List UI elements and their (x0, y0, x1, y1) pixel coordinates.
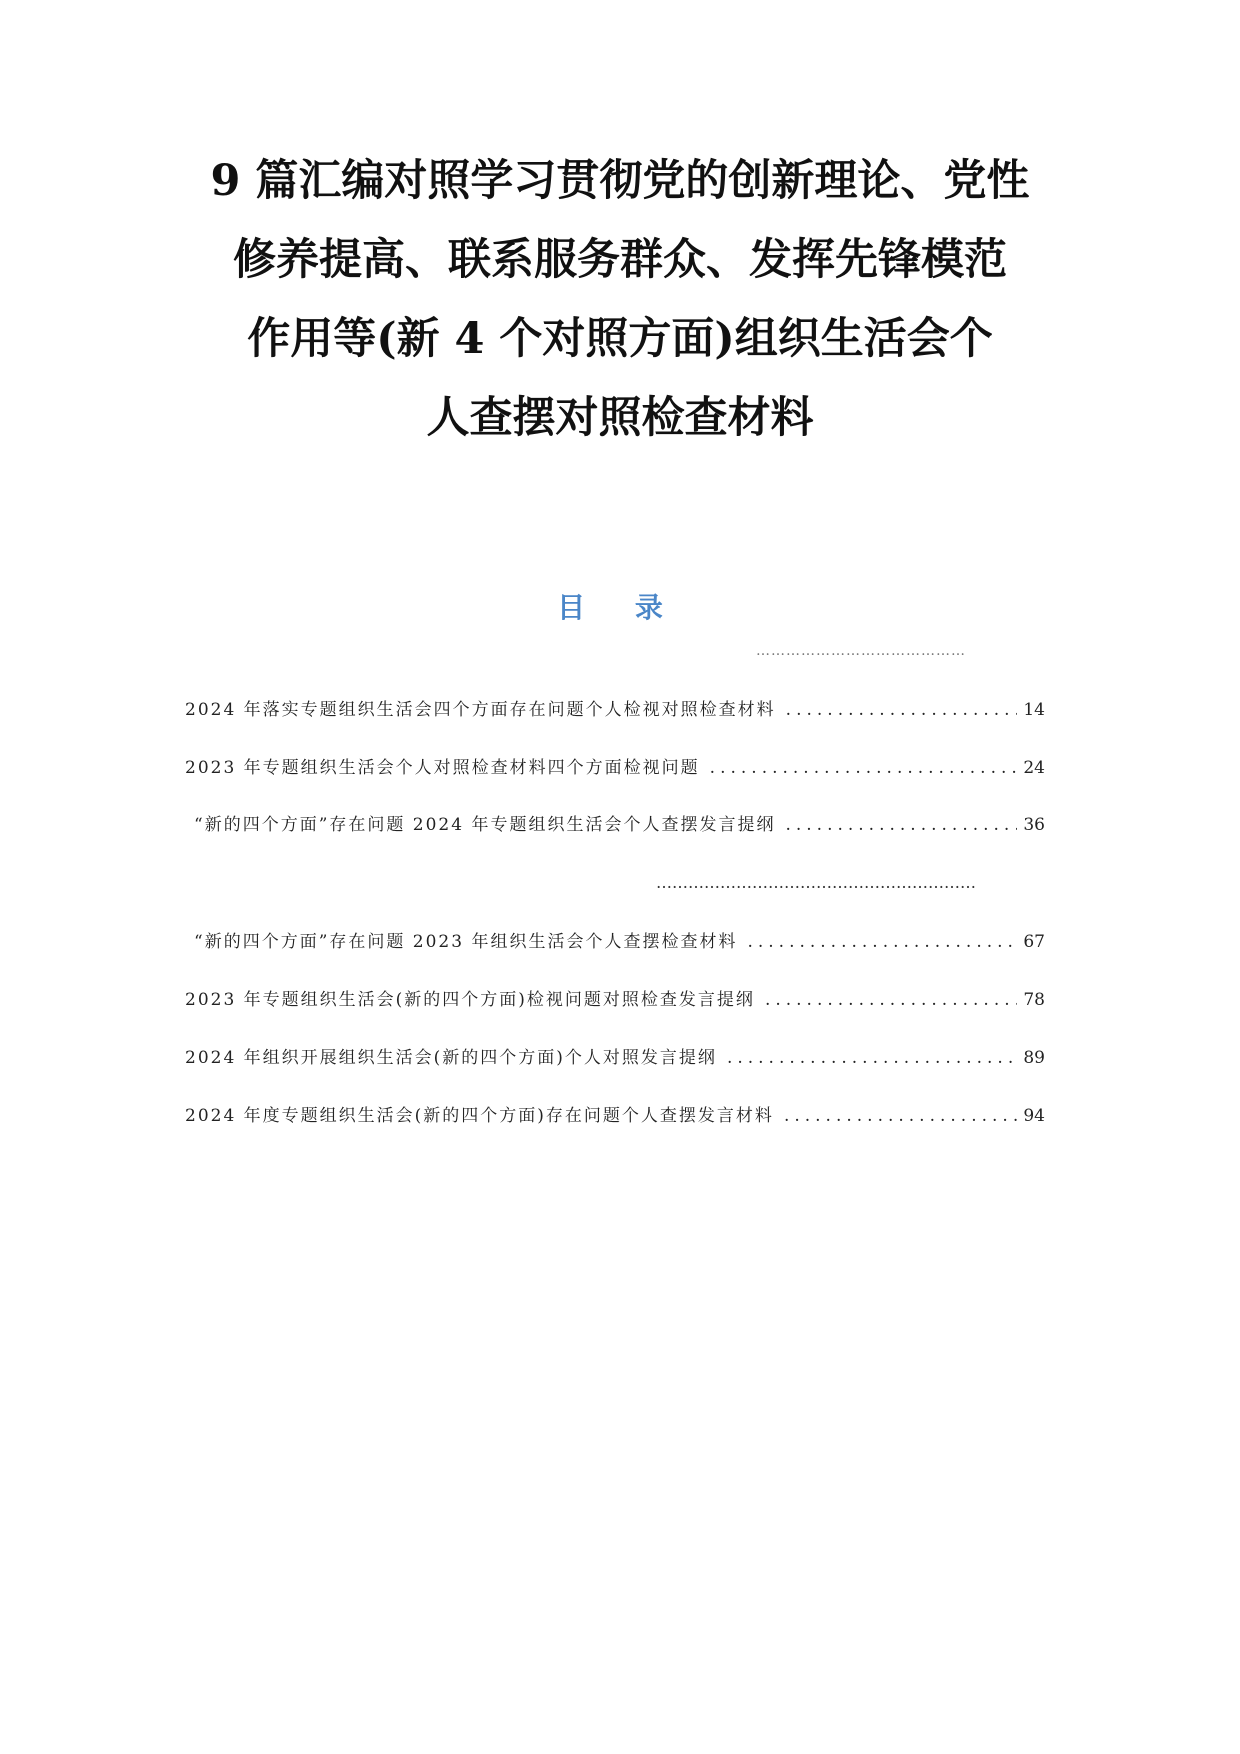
toc-entry[interactable] (185, 1101, 1045, 1127)
toc-entry-leader (786, 700, 1018, 720)
toc-entry-title: “新的四个方面”存在问题 2024 年专题组织生活会个人查摆发言提纲 (194, 815, 776, 835)
toc-entry-title: 2023 年专题组织生活会个人对照检查材料四个方面检视问题 (185, 758, 700, 778)
toc-entry[interactable] (185, 985, 1045, 1011)
toc-entry-leader (727, 1048, 1017, 1068)
toc-entry-page: 89 (1023, 1048, 1045, 1068)
toc-entry-page: 67 (1023, 932, 1045, 952)
toc-entry[interactable] (185, 753, 1045, 779)
toc-entry-leader (710, 758, 1018, 778)
toc-entry-title: 2023 年专题组织生活会(新的四个方面)检视问题对照检查发言提纲 (185, 990, 755, 1010)
document-title (150, 156, 1090, 476)
title-line-4: 人查摆对照检查材料 (426, 393, 814, 443)
toc-entry-page: 94 (1023, 1106, 1045, 1126)
toc-entry-title: 2024 年落实专题组织生活会四个方面存在问题个人检视对照检查材料 (185, 700, 776, 720)
title-line-2: 修养提高、联系服务群众、发挥先锋模范 (233, 235, 1007, 285)
toc-entry-page: 78 (1023, 990, 1045, 1010)
title-line-1: 9 篇汇编对照学习贯彻党的创新理论、党性 (210, 156, 1030, 206)
toc-entry-page: 14 (1023, 700, 1045, 720)
toc-entry-title: “新的四个方面”存在问题 2023 年组织生活会个人查摆检查材料 (194, 932, 738, 952)
toc-entry[interactable] (185, 695, 1045, 721)
title-line-3: 作用等(新 4 个对照方面)组织生活会个 (247, 314, 993, 364)
toc-entry-page: 24 (1023, 758, 1045, 778)
toc-entry[interactable] (194, 810, 1045, 836)
toc-entry[interactable] (185, 1043, 1045, 1069)
toc-entry-leader (785, 815, 1017, 835)
toc-entry-leader (747, 932, 1017, 952)
toc-entry-title: 2024 年度专题组织生活会(新的四个方面)存在问题个人查摆发言材料 (185, 1106, 774, 1126)
toc-leader-dots: …………………………………… (756, 644, 966, 658)
toc-entry-leader (784, 1106, 1017, 1126)
toc-entry-leader (765, 990, 1017, 1010)
toc-entry[interactable] (194, 927, 1045, 953)
toc-heading: 目 录 (557, 591, 683, 624)
toc-leader-dots: …………………………………………………… (656, 875, 976, 891)
toc-entry-title: 2024 年组织开展组织生活会(新的四个方面)个人对照发言提纲 (185, 1048, 717, 1068)
toc-entry-page: 36 (1023, 815, 1045, 835)
